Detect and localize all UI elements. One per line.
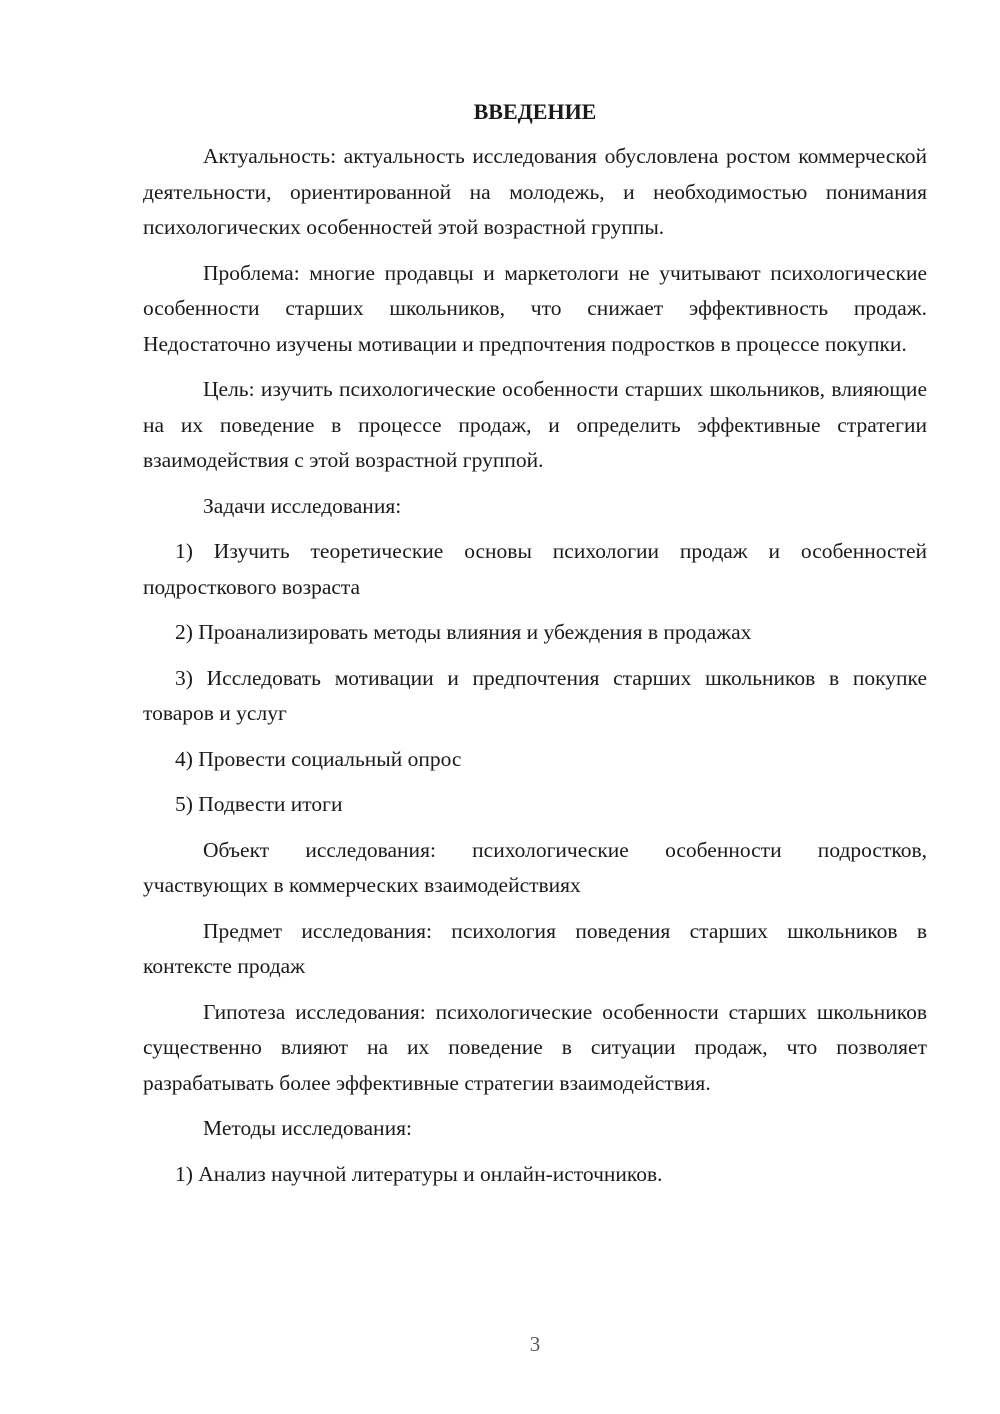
task-item-3: 3) Исследовать мотивации и предпочтения старших школьников в покупке товаров и услуг — [143, 665, 927, 725]
tasks-heading: Задачи исследования: — [203, 493, 402, 518]
method-item-1: 1) Анализ научной литературы и онлайн-источников. — [175, 1161, 663, 1186]
subject-paragraph: Предмет исследования: психология поведения старших школьников в контексте продаж — [143, 918, 927, 978]
page-number: 3 — [529, 1332, 541, 1356]
page-content — [143, 92, 927, 1202]
relevance-paragraph: Актуальность: актуальность исследования обусловлена ростом коммерческой деятельности, ориентированной на молодежь, и необходимостью понимания психологических особенностей этой возрастной группы. — [143, 144, 927, 239]
problem-paragraph: Проблема: многие продавцы и маркетологи не учитывают психологические особенности старших школьников, что снижает эффективность продаж. Недостаточно изучены мотивации и предпочтения подростков в процессе покупки. — [143, 260, 927, 356]
section-heading: ВВЕДЕНИЕ — [473, 99, 597, 124]
task-item-4: 4) Провести социальный опрос — [175, 746, 462, 771]
hypothesis-paragraph: Гипотеза исследования: психологические особенности старших школьников существенно влияют на их поведение в ситуации продаж, что позволяет разрабатывать более эффективные стратегии взаимодействия. — [143, 999, 927, 1095]
object-paragraph: Объект исследования: психологические особенности подростков, участвующих в коммерческих взаимодействиях — [143, 837, 927, 897]
task-item-5: 5) Подвести итоги — [175, 792, 343, 816]
methods-heading: Методы исследования: — [203, 1116, 412, 1140]
task-item-1: 1) Изучить теоретические основы психологии продаж и особенностей подросткового возраста — [143, 539, 927, 599]
goal-paragraph: Цель: изучить психологические особенности старших школьников, влияющие на их поведение в процессе продаж, и определить эффективные стратегии взаимодействия с этой возрастной группой. — [143, 377, 927, 472]
task-item-2: 2) Проанализировать методы влияния и убеждения в продажах — [175, 620, 752, 644]
